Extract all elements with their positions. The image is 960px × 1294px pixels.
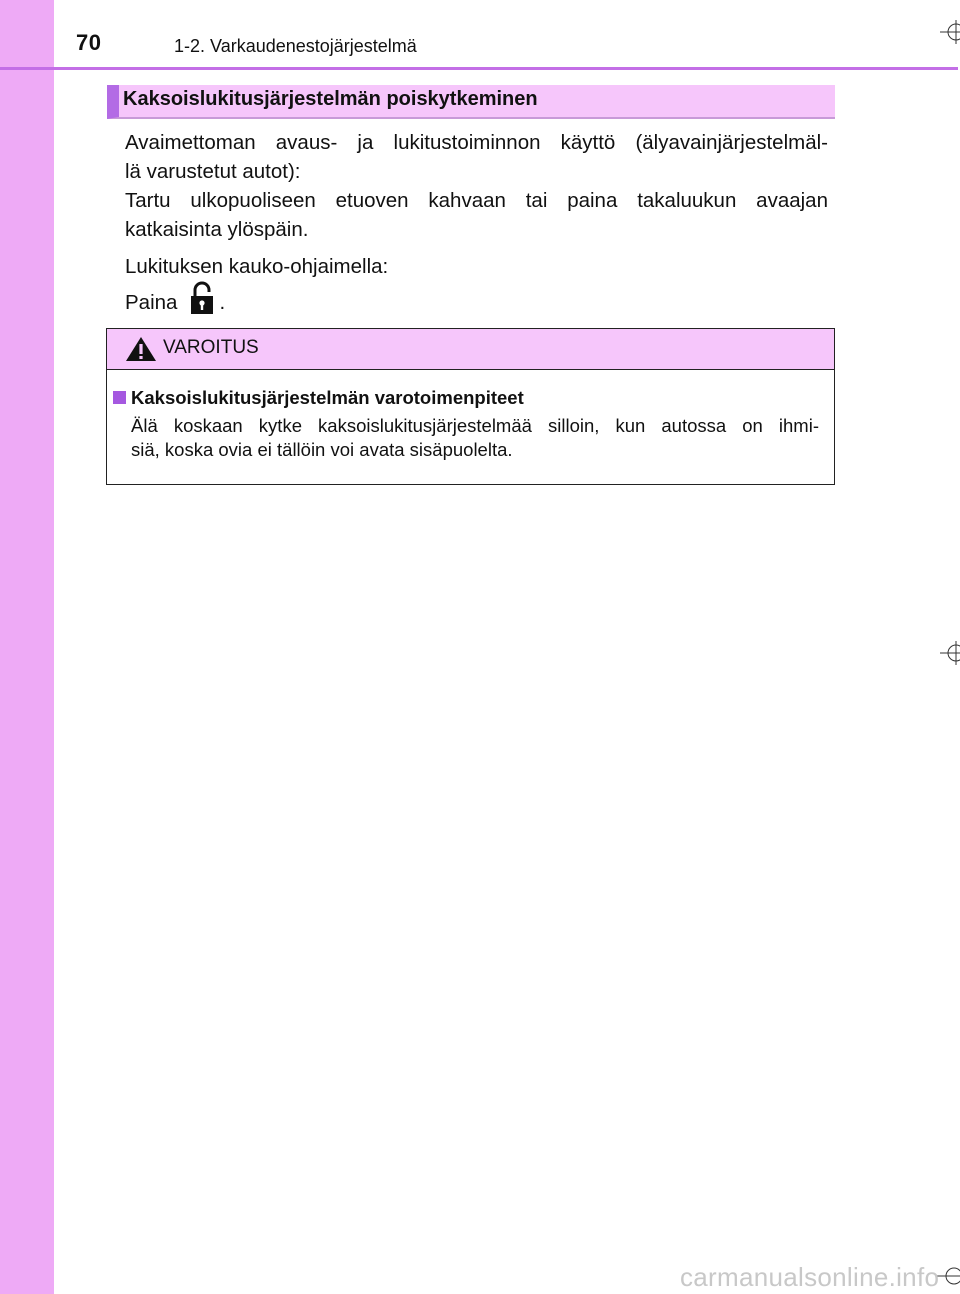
press-suffix: . <box>219 291 226 314</box>
crop-mark-icon <box>936 1264 960 1288</box>
warning-item-title-text: Kaksoislukitusjärjestelmän varotoimenpiteet <box>131 387 524 408</box>
warning-text-line: siä, koska ovia ei tällöin voi avata sisäpuolelta. <box>131 439 513 460</box>
press-instruction <box>125 281 828 317</box>
warning-item-title <box>113 387 524 409</box>
paragraph-line: Avaimettoman avaus- ja lukitustoiminnon käyttö (älyavainjärjestelmäl- <box>125 131 828 154</box>
press-prefix: Paina <box>125 291 178 314</box>
section-heading <box>107 85 835 119</box>
side-color-band <box>0 0 54 1294</box>
warning-text <box>131 414 819 462</box>
section-heading-text: Kaksoislukitusjärjestelmän poiskytkeminen <box>123 88 538 110</box>
crop-mark-icon <box>940 20 960 44</box>
paragraph-line: Tartu ulkopuoliseen etuoven kahvaan tai paina takaluukun avaajan <box>125 189 828 212</box>
warning-header <box>107 329 834 370</box>
warning-box <box>106 328 835 485</box>
warning-triangle-icon <box>125 336 157 362</box>
warning-label: VAROITUS <box>163 337 259 358</box>
paragraph-line: Lukituksen kauko-ohjaimella: <box>125 255 389 278</box>
bullet-square-icon <box>113 391 126 404</box>
paragraph-line: katkaisinta ylöspäin. <box>125 218 309 241</box>
page-number: 70 <box>76 30 102 55</box>
paragraph-line: lä varustetut autot): <box>125 160 301 183</box>
watermark: carmanualsonline.info <box>680 1262 940 1292</box>
crop-mark-icon <box>940 641 960 665</box>
warning-text-line: Älä koskaan kytke kaksoislukitusjärjestelmää silloin, kun autossa on ihmi- <box>131 415 819 436</box>
unlock-icon <box>187 281 217 315</box>
instruction-paragraph-keyless <box>125 128 828 244</box>
instruction-paragraph-remote <box>125 252 828 317</box>
header-divider <box>0 67 958 70</box>
chapter-title: 1-2. Varkaudenestojärjestelmä <box>174 36 417 56</box>
